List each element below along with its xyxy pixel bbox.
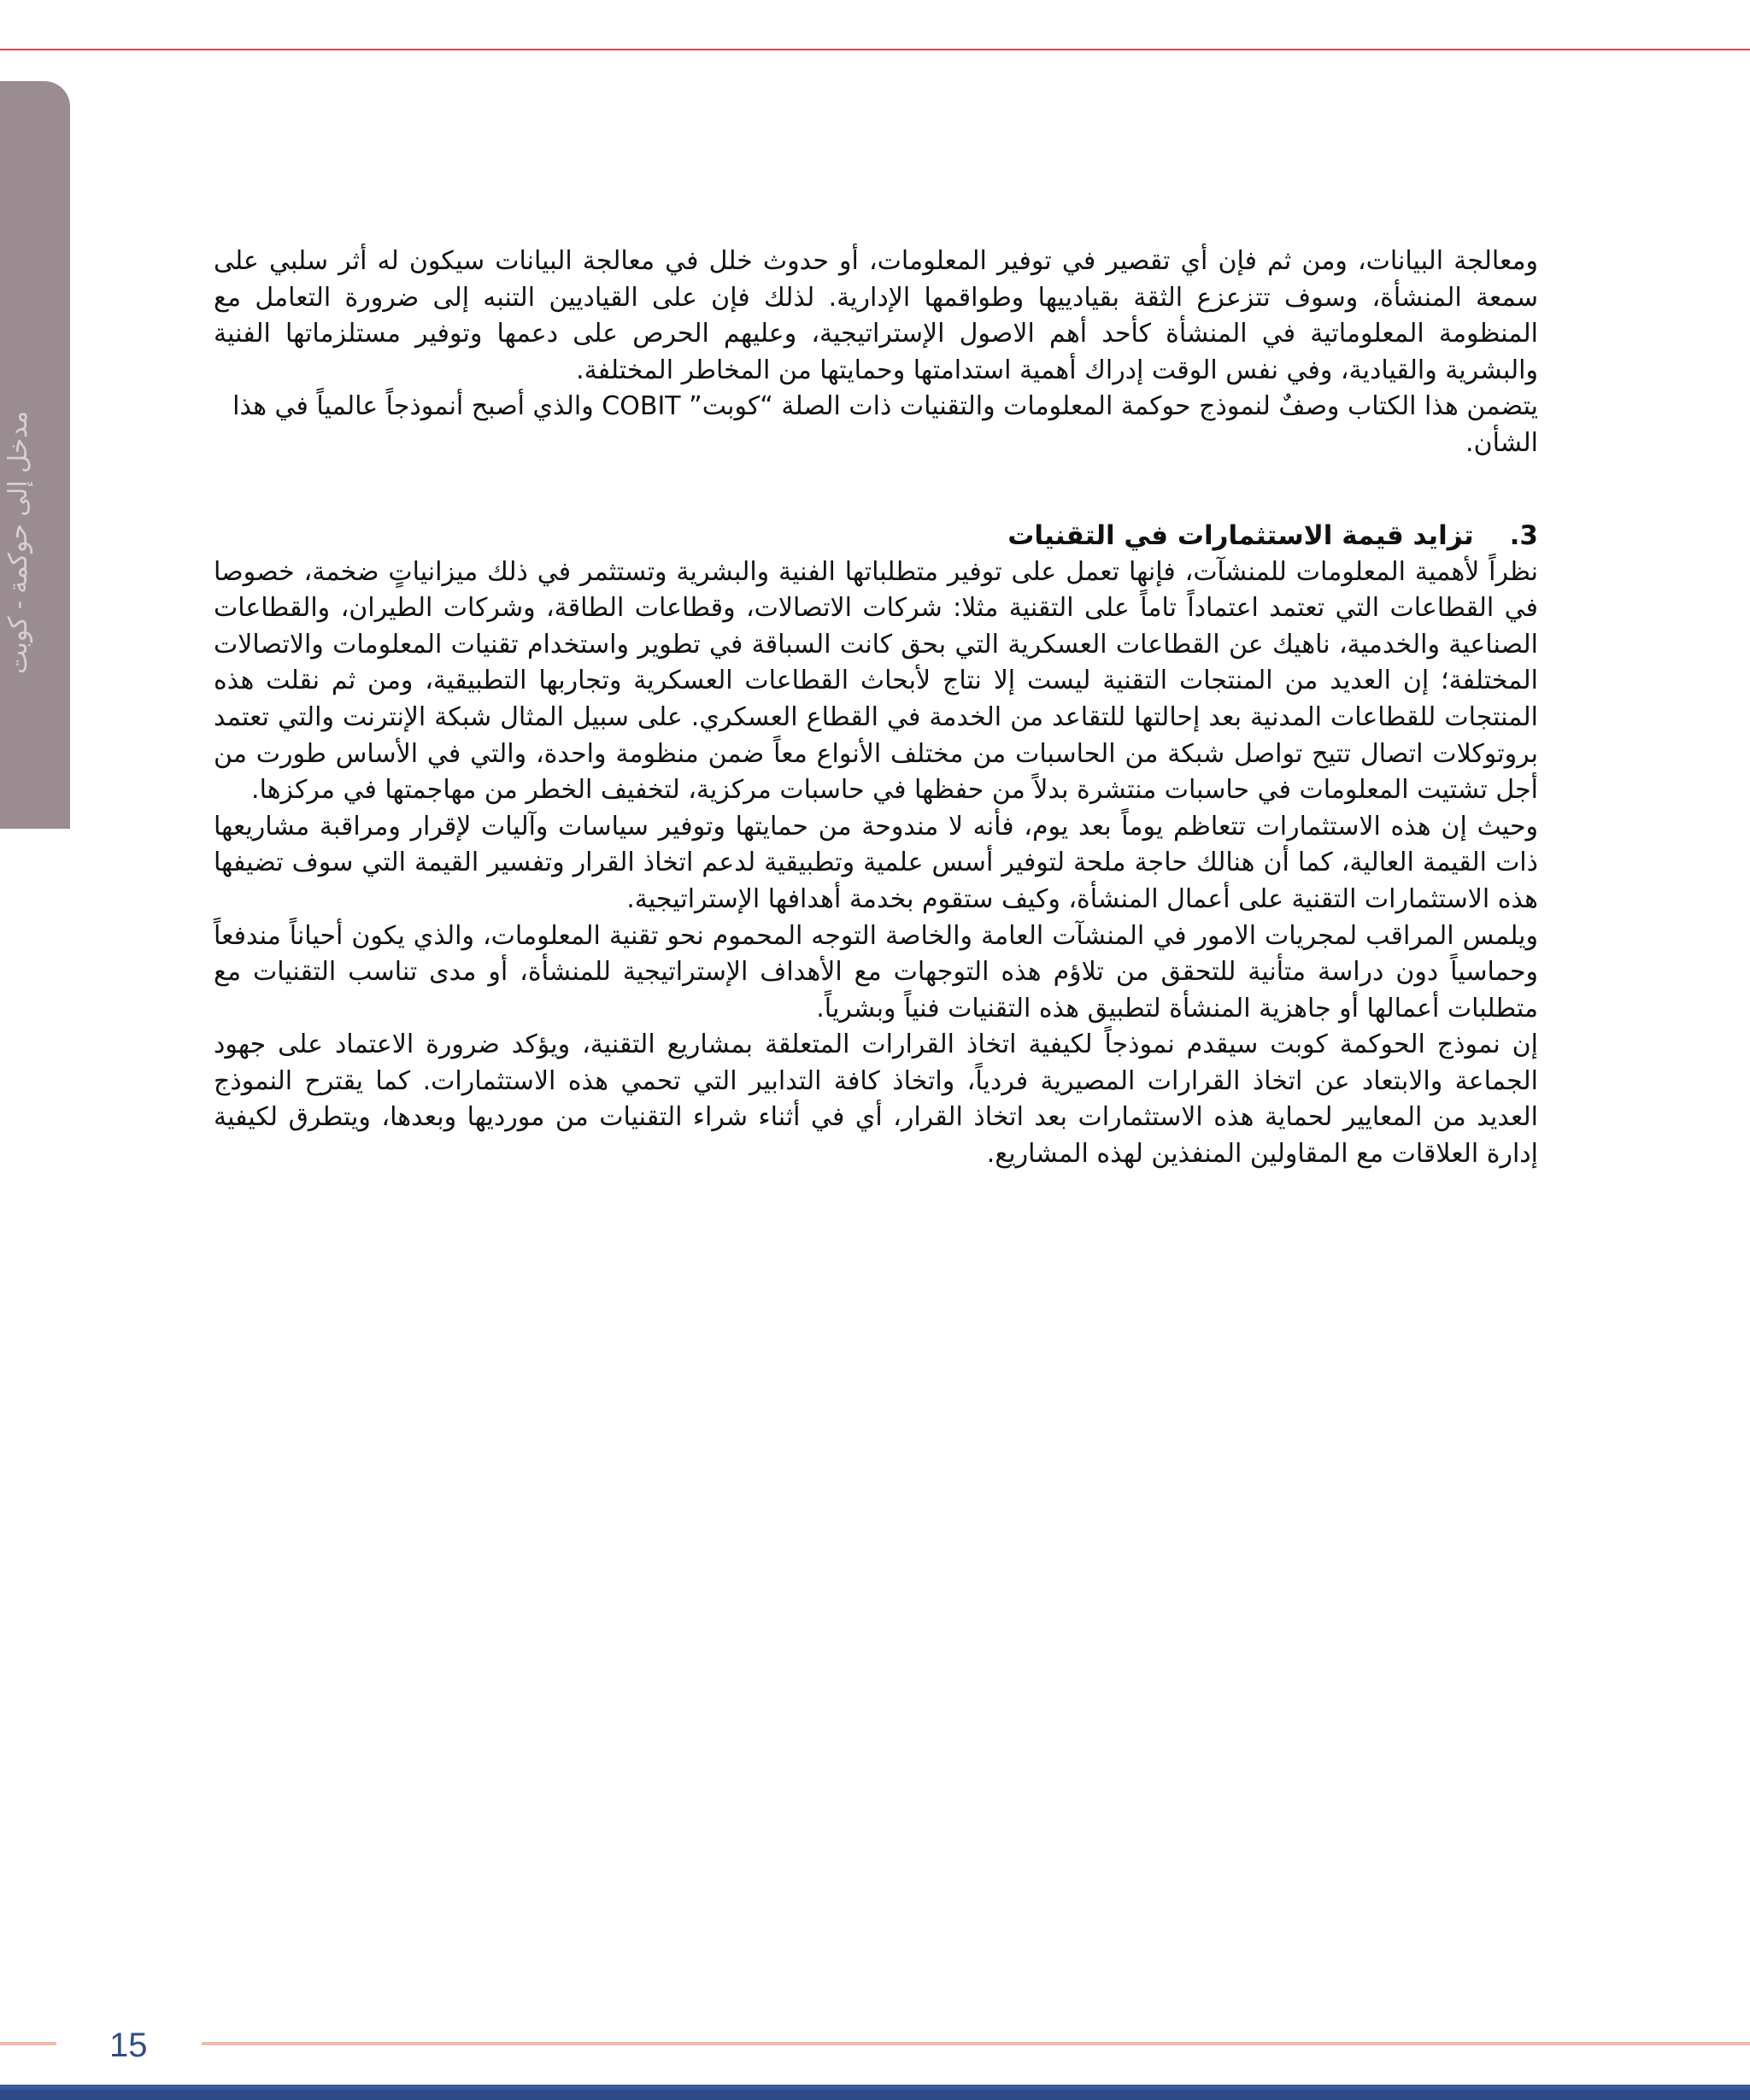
side-tab (0, 81, 70, 829)
paragraph: يتضمن هذا الكتاب وصفٌ لنموذج حوكمة المعلومات والتقنيات ذات الصلة “كوبت” COBIT والذي أصبح أنموذجاً عالمياً في هذا الشأن. (232, 391, 1538, 458)
paragraph: نظراً لأهمية المعلومات للمنشآت، فإنها تعمل على توفير متطلباتها الفنية والبشرية وتستثمر في ذلك ميزانياتٍ ضخمة، خصوصا في القطاعات التي تعتمد اعتماداً تاماً على التقنية مثلا: شركات الاتصالات، وقطاعات الطاقة، وشركات الطيران، والقطاعات الصناعية والخدمية، ناهيك عن القطاعات العسكرية التي بحق كانت السباقة في تطوير واستخدام تقنيات المعلومات والاتصالات المختلفة؛ إن العديد من المنتجات التقنية ليست إلا نتاج لأبحاث القطاعات العسكرية وتجاربها التطبيقية، ومن ثم نقلت هذه المنتجات للقطاعات المدنية بعد إحالتها للتقاعد من الخدمة في القطاع العسكري. على سبيل المثال شبكة الإنترنت والتي تعتمد بروتوكلات اتصال تتيح تواصل شبكة من الحاسبات من مختلف الأنواع معاً ضمن منظومة واحدة، والتي في الأساس طورت من أجل تشتيت المعلومات في حاسبات منتشرة بدلاً من حفظها في حاسبات مركزية، لتخفيف الخطر من مهاجمتها في مركزها. (214, 556, 1538, 806)
bottom-band-shade (0, 2090, 1750, 2100)
section-spacer (214, 462, 1538, 517)
paragraph: وحيث إن هذه الاستثمارات تتعاظم يوماً بعد يوم، فأنه لا مندوحة من حمايتها وتوفير سياسات وآليات لإقرار ومراقبة مشاريعها ذات القيمة العالية، كما أن هنالك حاجة ملحة لتوفير أسس علمية وتطبيقية لدعم اتخاذ القرار وتفسير القيمة التي سوف تضيفها هذه الاستثمارات التقنية على أعمال المنشأة، وكيف ستقوم بخدمة أهدافها الإستراتيجية. (214, 811, 1538, 914)
paragraph: إن نموذج الحوكمة كوبت سيقدم نموذجاً لكيفية اتخاذ القرارات المتعلقة بمشاريع التقنية، ويؤكد ضرورة الاعتماد على جهود الجماعة والابتعاد عن اتخاذ القرارات المصيرية فردياً، واتخاذ كافة التدابير التي تحمي هذه الاستثمارات. كما يقترح النموذج العديد من المعايير لحماية هذه الاستثمارات بعد اتخاذ القرار، أي في أثناء شراء التقنيات من مورديها وبعدها، ويتطرق لكيفية إدارة العلاقات مع المقاولين المنفذين لهذه المشاريع. (214, 1029, 1538, 1170)
section-intro (214, 243, 1538, 462)
section-investments (214, 517, 1538, 1173)
page-body (214, 243, 1538, 1173)
footer-rule-right (202, 2042, 1750, 2045)
footer-rule-left (0, 2042, 56, 2045)
section-heading-title: تزايد قيمة الاستثمارات في التقنيات (1007, 519, 1474, 551)
section-heading-number: 3. (1509, 519, 1538, 551)
paragraph: ويلمس المراقب لمجريات الامور في المنشآت العامة والخاصة التوجه المحموم نحو تقنية المعلومات، والذي يكون أحياناً مندفعاً وحماسياً دون دراسة متأنية للتحقق من تلاؤم هذه التوجهات مع الأهداف الإستراتيجية للمنشأة، أو مدى تناسب التقنيات مع متطلبات أعمالها أو جاهزية المنشأة لتطبيق هذه التقنيات فنياً وبشرياً. (214, 920, 1538, 1024)
top-rule (0, 49, 1750, 50)
side-tab-label: مدخل إلى حوكمة - كوبت (4, 410, 32, 675)
paragraph: ومعالجة البيانات، ومن ثم فإن أي تقصير في توفير المعلومات، أو حدوث خلل في معالجة البيانات سيكون له أثر سلبي على سمعة المنشأة، وسوف تتزعزع الثقة بقيادييها وطواقمها الإدارية. لذلك فإن على القياديين التنبه إلى ضرورة التعامل مع المنظومة المعلوماتية في المنشأة كأحد أهم الاصول الإستراتيجية، وعليهم الحرص على دعمها وتوفير مستلزماتها الفنية والبشرية والقيادية، وفي نفس الوقت إدراك أهمية استدامتها وحمايتها من المخاطر المختلفة. (214, 246, 1538, 385)
section-heading (214, 517, 1538, 554)
page-number: 15 (109, 2027, 148, 2064)
